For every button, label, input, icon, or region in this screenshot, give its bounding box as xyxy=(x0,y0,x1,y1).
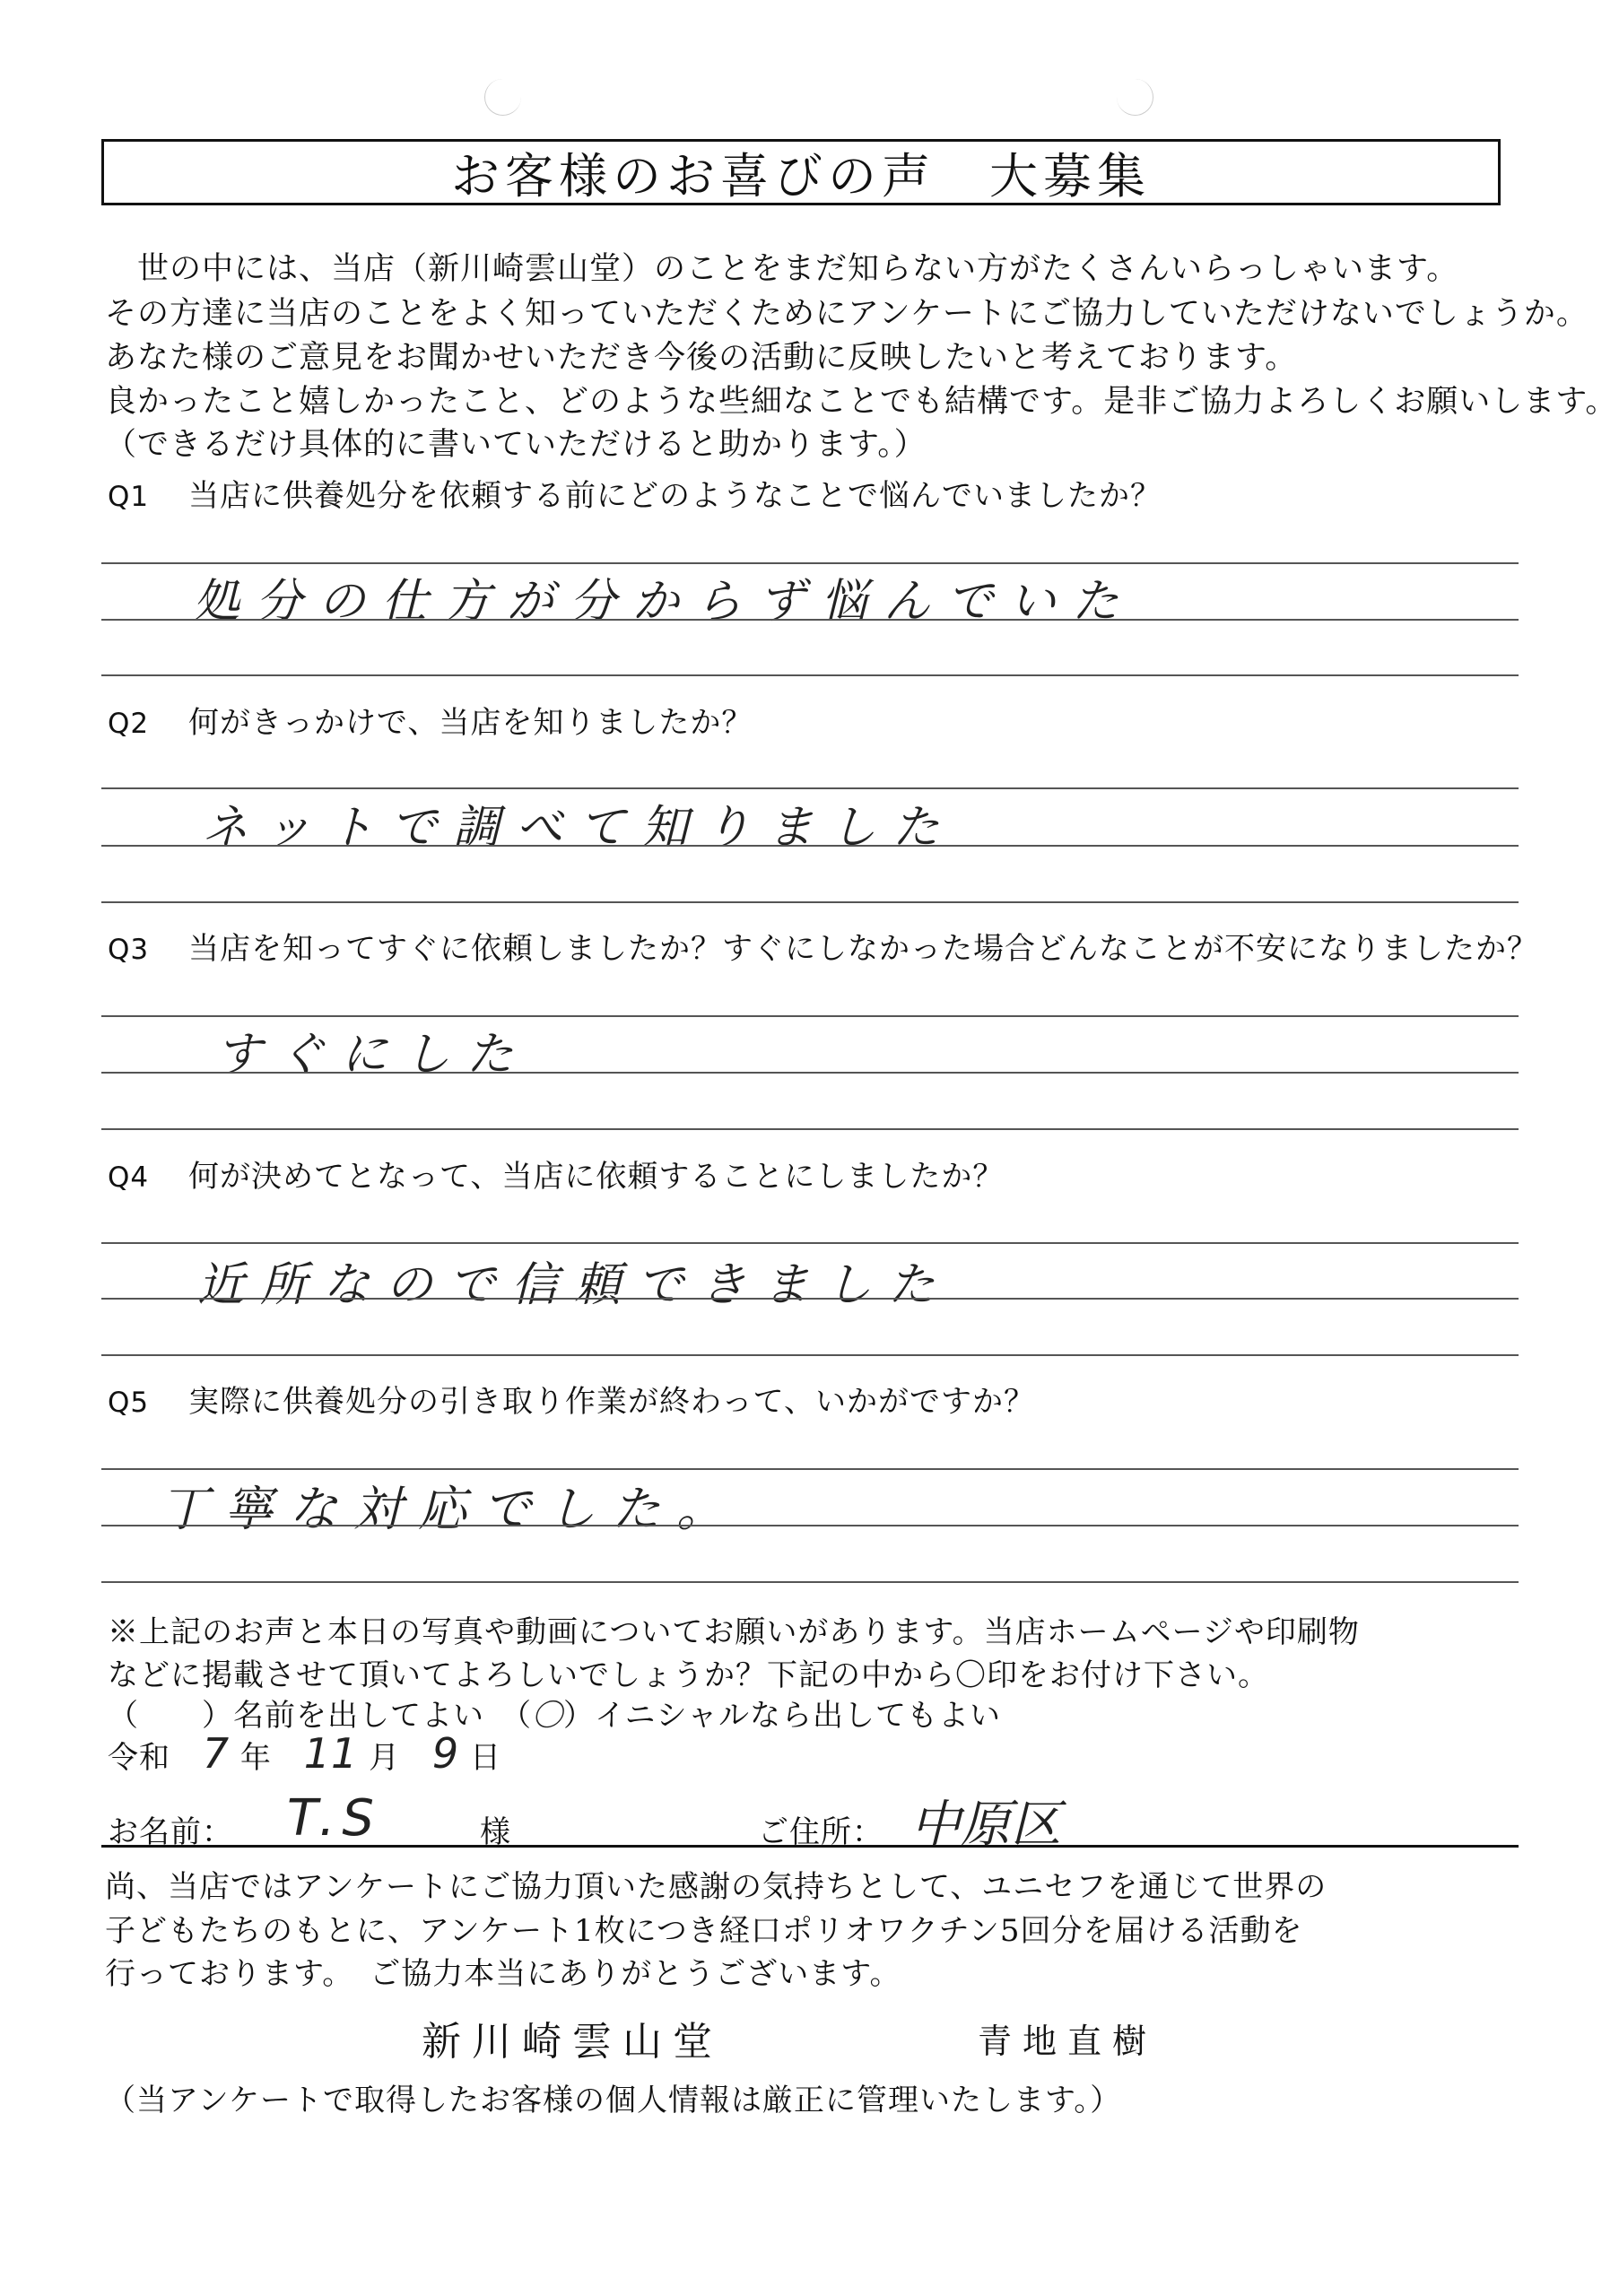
question-number: Q4 xyxy=(108,1161,150,1194)
answer-rule xyxy=(101,1128,1519,1130)
option-initial-open: （ xyxy=(516,1698,532,1734)
page-title: お客様のお喜びの声 大募集 xyxy=(451,147,1151,204)
question-text: 当店を知ってすぐに依頼しましたか？すぐにしなかった場合どんなことが不安になりましたか？ xyxy=(188,931,1538,967)
name-suffix: 様 xyxy=(480,1814,511,1850)
punch-hole-mark-right xyxy=(1117,79,1153,116)
answer-3: すぐにした xyxy=(215,1028,530,1082)
answer-rule xyxy=(101,1468,1519,1470)
answer-1: 処分の仕方が分からず悩んでいた xyxy=(193,575,1136,629)
title-box xyxy=(101,139,1501,205)
intro-line-4: 良かったこと嬉しかったこと、どのような些細なことでも結構です。是非ご協力よろしくお願いします。 xyxy=(105,384,1618,420)
intro-line-3: あなた様のご意見をお聞かせいただき今後の活動に反映したいと考えております。 xyxy=(105,340,1298,376)
answer-rule xyxy=(101,1072,1519,1074)
owner-name: 青地直樹 xyxy=(978,2022,1158,2061)
answer-rule xyxy=(101,901,1519,903)
question-4 xyxy=(108,1152,1004,1196)
question-2 xyxy=(108,698,753,742)
footer-line-1: 尚、当店ではアンケートにご協力頂いた感謝の気持ちとして、ユニセフを通じて世界の xyxy=(105,1869,1327,1905)
question-3 xyxy=(108,924,1538,968)
footer-line-2: 子どもたちのもとに、アンケート1枚につき経口ポリオワクチン5回分を届ける活動を xyxy=(105,1913,1303,1949)
option-initial-ok: ）イニシャルなら出してもよい xyxy=(563,1698,1001,1734)
date-row xyxy=(108,1729,501,1778)
question-number: Q1 xyxy=(108,481,150,513)
intro-line-1: 世の中には、当店（新川崎雲山堂）のことをまだ知らない方がたくさんいらっしゃいます。 xyxy=(105,251,1459,287)
question-number: Q5 xyxy=(108,1387,150,1419)
footer-line-3: 行っております。 ご協力本当にありがとうございます。 xyxy=(105,1956,901,1992)
date-day-unit: 日 xyxy=(469,1740,501,1776)
name-value: T.S xyxy=(287,1789,381,1848)
answer-rule xyxy=(101,619,1519,621)
question-text: 何がきっかけで、当店を知りましたか？ xyxy=(188,705,753,741)
permission-line-1: ※上記のお声と本日の写真や動画についてお願いがあります。当店ホームページや印刷物 xyxy=(108,1614,1360,1650)
shop-name: 新川崎雲山堂 xyxy=(422,2019,723,2065)
answer-rule xyxy=(101,1242,1519,1244)
date-year: 7 xyxy=(202,1729,231,1778)
question-number: Q2 xyxy=(108,708,150,740)
intro-line-5: （できるだけ具体的に書いていただけると助かります。） xyxy=(105,427,927,463)
permission-options xyxy=(108,1691,1001,1735)
answer-rule xyxy=(101,1298,1519,1300)
date-year-unit: 年 xyxy=(239,1740,272,1776)
answer-rule xyxy=(101,1581,1519,1583)
address-value: 中原区 xyxy=(910,1796,1061,1854)
answer-rule xyxy=(101,1525,1519,1526)
question-1 xyxy=(108,471,1162,515)
answer-rule xyxy=(101,1354,1519,1356)
answer-rule xyxy=(101,845,1519,847)
question-text: 実際に供養処分の引き取り作業が終わって、いかがですか？ xyxy=(188,1384,1035,1420)
privacy-notice: （当アンケートで取得したお客様の個人情報は厳正に管理いたします。） xyxy=(105,2083,1122,2118)
name-rule xyxy=(101,1845,1519,1848)
address-label: ご住所： xyxy=(758,1814,883,1850)
punch-hole-mark-left xyxy=(484,79,521,116)
intro-line-2: その方達に当店のことをよく知っていただくためにアンケートにご協力していただけないでしょうか。 xyxy=(105,296,1589,332)
option-name-ok: （ ）名前を出してよい xyxy=(108,1698,484,1734)
answer-5: 丁寧な対応でした。 xyxy=(160,1481,741,1537)
question-number: Q3 xyxy=(108,934,150,966)
answer-2: ネットで調べて知りました xyxy=(202,801,956,855)
question-text: 何が決めてとなって、当店に依頼することにしましたか？ xyxy=(188,1159,1005,1195)
date-day: 9 xyxy=(431,1729,460,1778)
date-era: 令和 xyxy=(108,1740,170,1776)
date-month: 11 xyxy=(303,1729,359,1778)
date-month-unit: 月 xyxy=(369,1740,401,1776)
question-text: 当店に供養処分を依頼する前にどのようなことで悩んでいましたか？ xyxy=(188,478,1162,514)
permission-line-2: などに掲載させて頂いてよろしいでしょうか？下記の中から〇印をお付け下さい。 xyxy=(108,1657,1269,1693)
answer-4: 近所なので信頼できました xyxy=(197,1258,952,1312)
answer-rule xyxy=(101,674,1519,676)
name-label: お名前： xyxy=(108,1814,233,1850)
question-5 xyxy=(108,1377,1035,1421)
option-initial-mark: 〇 xyxy=(532,1698,563,1734)
